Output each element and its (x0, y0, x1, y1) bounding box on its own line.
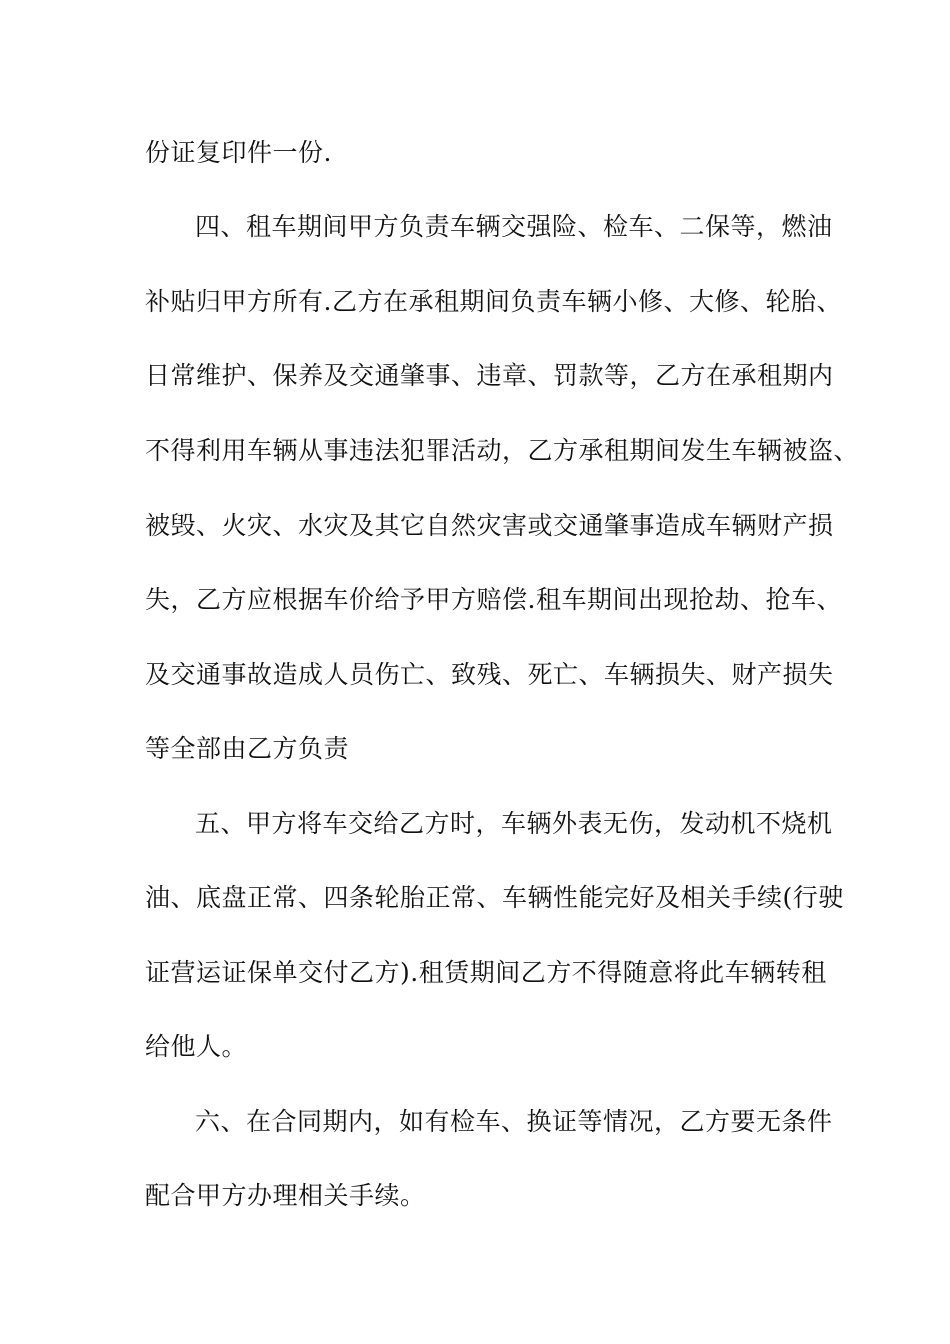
text-line: 日常维护、保养及交通肇事、违章、罚款等，乙方在承租期内 (145, 361, 834, 390)
text-line: 油、底盘正常、四条轮胎正常、车辆性能完好及相关手续(行驶 (145, 883, 844, 912)
text-line: 失，乙方应根据车价给予甲方赔偿.租车期间出现抢劫、抢车、 (145, 585, 842, 614)
text-line: 配合甲方办理相关手续。 (145, 1181, 426, 1210)
paragraph-five-first-line: 五、甲方将车交给乙方时，车辆外表无伤，发动机不烧机 (195, 809, 833, 838)
text-line: 给他人。 (145, 1032, 248, 1061)
text-line: 补贴归甲方所有.乙方在承租期间负责车辆小修、大修、轮胎、 (145, 287, 842, 316)
text-line: 份证复印件一份. (145, 138, 332, 167)
text-line: 被毁、火灾、水灾及其它自然灾害或交通肇事造成车辆财产损 (145, 511, 834, 540)
paragraph-six-first-line: 六、在合同期内，如有检车、换证等情况，乙方要无条件 (195, 1107, 833, 1136)
text-line: 等全部由乙方负责 (145, 734, 350, 763)
paragraph-four-first-line: 四、租车期间甲方负责车辆交强险、检车、二保等，燃油 (195, 212, 833, 241)
text-line: 不得利用车辆从事违法犯罪活动，乙方承租期间发生车辆被盗、 (145, 436, 860, 465)
text-line: 证营运证保单交付乙方).租赁期间乙方不得随意将此车辆转租 (145, 958, 827, 987)
text-line: 及交通事故造成人员伤亡、致残、死亡、车辆损失、财产损失 (145, 660, 834, 689)
